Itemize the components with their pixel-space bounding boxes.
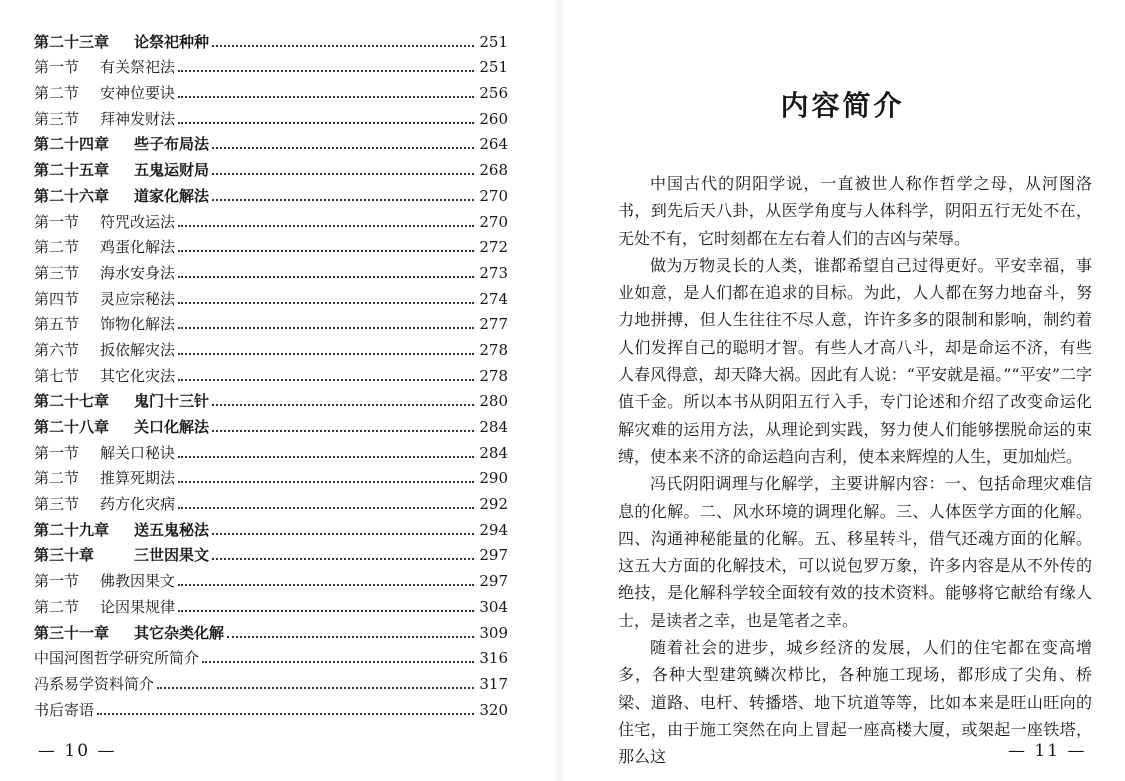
toc-entry-page: 251	[479, 32, 508, 51]
dot-leader	[212, 147, 474, 149]
toc-entry-number: 第一节	[34, 58, 80, 77]
toc-entry-number: 第一节	[34, 572, 80, 591]
toc-entry-page: 280	[479, 392, 508, 411]
toc-entry-page: 304	[479, 597, 508, 616]
toc-entry-title: 其它杂类化解	[134, 623, 225, 642]
toc-entry-title: 五鬼运财局	[134, 161, 210, 180]
toc-entry	[34, 488, 508, 514]
toc-entry	[34, 386, 508, 412]
toc-entry-title: 扳依解灾法	[100, 340, 176, 359]
toc-entry-title: 药方化灾病	[100, 495, 176, 514]
dot-leader	[97, 713, 474, 715]
toc-entry-title: 道家化解法	[134, 186, 210, 205]
toc-entry-label	[34, 648, 199, 668]
toc-entry-label	[34, 57, 175, 77]
toc-entry-title: 海水安身法	[100, 263, 176, 282]
toc-entry-page: 309	[479, 623, 508, 642]
toc-entry	[34, 103, 508, 129]
toc-entry	[34, 26, 508, 52]
toc-entry-number: 书后寄语	[34, 700, 95, 719]
toc-entry-page: 274	[479, 289, 508, 308]
toc-entry-number: 第一节	[34, 443, 80, 462]
toc-entry	[34, 154, 508, 180]
toc-entry-label	[34, 160, 209, 180]
toc-entry-number: 第五节	[34, 315, 80, 334]
dot-leader	[178, 353, 474, 355]
toc-entry	[34, 694, 508, 720]
toc-entry-label	[34, 289, 175, 309]
toc-entry-number: 第二十九章	[34, 520, 110, 539]
toc-entry-page: 320	[479, 700, 508, 719]
toc-entry-number: 第二节	[34, 469, 80, 488]
toc-entry	[34, 540, 508, 566]
toc-entry-page: 316	[479, 649, 508, 668]
dot-leader	[178, 327, 474, 329]
toc-entry-title: 论祭祀种种	[134, 32, 210, 51]
toc-entry-page: 273	[479, 263, 508, 282]
dot-leader	[212, 404, 474, 406]
toc-entry	[34, 591, 508, 617]
toc-entry-number: 第三十一章	[34, 623, 110, 642]
dot-leader	[178, 379, 474, 381]
toc-entry-page: 272	[479, 238, 508, 257]
introduction-body	[618, 170, 1092, 771]
toc-entry-label	[34, 674, 154, 694]
toc-entry-number: 第六节	[34, 340, 80, 359]
toc-entry-title: 关口化解法	[134, 418, 210, 436]
dot-leader	[178, 302, 474, 304]
toc-entry-number: 第三节	[34, 495, 80, 514]
dot-leader	[157, 687, 474, 689]
toc-entry	[34, 257, 508, 283]
toc-entry	[34, 565, 508, 591]
toc-entry-title: 论因果规律	[100, 597, 176, 616]
toc-entry	[34, 668, 508, 694]
toc-entry-title: 符咒改运法	[100, 212, 176, 231]
toc-entry-page: 284	[479, 443, 508, 462]
dot-leader	[212, 533, 474, 535]
page-number-right: — 11 —	[1008, 741, 1087, 761]
toc-entry-number: 第四节	[34, 289, 80, 308]
toc-entry-page: 270	[479, 186, 508, 205]
toc-entry-title: 安神位要诀	[100, 84, 176, 103]
dot-leader	[227, 636, 474, 638]
toc-entry-page: 278	[479, 366, 508, 385]
dot-leader	[178, 584, 474, 586]
toc-entry	[34, 617, 508, 643]
toc-entry-title: 灵应宗秘法	[100, 289, 176, 308]
toc-entry-page: 264	[479, 135, 508, 154]
dot-leader	[178, 507, 474, 509]
toc-entry-page: 278	[479, 340, 508, 359]
dot-leader	[212, 430, 474, 432]
paragraph: 随着社会的进步，城乡经济的发展，人们的住宅都在变高增多，各种大型建筑鳞次栉比，各种施工现场，都形成了尖角、桥梁、道路、电杆、转播塔、地下坑道等等，比如本来是旺山旺向的住宅，由于施工突然在向上冒起一座高楼大厦，或架起一座铁塔，那么这	[618, 638, 1092, 767]
dot-leader	[178, 456, 474, 458]
table-of-contents	[34, 26, 508, 720]
toc-entry-number: 第二十四章	[34, 135, 110, 154]
toc-entry	[34, 206, 508, 232]
toc-entry-page: 260	[479, 109, 508, 128]
toc-entry-page: 277	[479, 315, 508, 334]
toc-entry-label	[34, 263, 175, 283]
toc-entry-label	[34, 186, 209, 206]
toc-entry-label	[34, 212, 175, 232]
toc-entry	[34, 643, 508, 669]
toc-entry-label	[34, 32, 209, 52]
toc-entry-label	[34, 417, 209, 437]
toc-entry-page: 297	[479, 546, 508, 565]
toc-entry	[34, 360, 508, 386]
toc-entry-title: 拜神发财法	[100, 109, 176, 128]
toc-entry-number: 中国河图哲学研究所简介	[34, 649, 200, 668]
dot-leader	[178, 70, 474, 72]
toc-entry-label	[34, 700, 94, 720]
toc-entry-page: 294	[479, 520, 508, 539]
toc-entry-number: 第三节	[34, 109, 80, 128]
dot-leader	[178, 276, 474, 278]
toc-entry-number: 冯系易学资料简介	[34, 674, 155, 693]
toc-entry-title: 其它化灾法	[100, 366, 176, 385]
dot-leader	[178, 122, 474, 124]
toc-entry-title: 推算死期法	[100, 469, 176, 488]
toc-entry-title: 三世因果文	[134, 546, 210, 565]
toc-entry-title: 饰物化解法	[100, 315, 176, 334]
toc-entry-label	[34, 494, 175, 514]
toc-entry-number: 第二节	[34, 597, 80, 616]
toc-entry-title: 鸡蛋化解法	[100, 238, 176, 257]
paragraph: 做为万物灵长的人类，谁都希望自己过得更好。平安幸福，事业如意，是人们都在追求的目标。为此，人人都在努力地奋斗，努力地拼搏，但人生往往不尽人意，许许多多的限制和影响，制约着人们发挥自己的聪明才智。有些人才高八斗，却是命运不济，有些人春风得意，却天降大祸。因此有人说：“平安就是福。”“平安”二字值千金。所以本书从阴阳五行入手，专门论述和介绍了改变命运化解灾难的运用方法，从理论到实践，努力使人们能够摆脱命运的束缚，使本来不济的命运趋向吉利，使本来辉煌的人生，更加灿烂。	[618, 255, 1092, 466]
toc-entry-label	[34, 340, 175, 360]
dot-leader	[178, 481, 474, 483]
toc-entry	[34, 180, 508, 206]
right-page	[560, 0, 1125, 781]
dot-leader	[178, 96, 474, 98]
toc-entry-page: 251	[479, 58, 508, 77]
toc-entry-number: 第三节	[34, 263, 80, 282]
toc-entry-label	[34, 134, 209, 154]
toc-entry-label	[34, 597, 175, 617]
toc-entry-label	[34, 109, 175, 129]
toc-entry-number: 第二十八章	[34, 418, 110, 436]
toc-entry-page: 270	[479, 212, 508, 231]
toc-entry-title: 解关口秘诀	[100, 443, 176, 462]
toc-entry-title: 些子布局法	[134, 135, 210, 154]
toc-entry	[34, 437, 508, 463]
dot-leader	[212, 558, 474, 560]
paragraph: 冯氏阴阳调理与化解学，主要讲解内容：一、包括命理灾难信息的化解。二、风水环境的调理化解。三、人体医学方面的化解。四、沟通神秘能量的化解。五、移星转斗，借气还魂方面的化解。这五大方面的化解技术，可以说包罗万象，许多内容是从不外传的绝技，是化解科学较全面较有效的技术资料。能够将它献给有缘人士，是读者之幸，也是笔者之幸。	[618, 474, 1092, 630]
toc-entry	[34, 514, 508, 540]
section-heading: 内容简介	[780, 89, 905, 122]
toc-entry-label	[34, 443, 175, 463]
toc-entry	[34, 77, 508, 103]
left-page	[0, 0, 560, 781]
dot-leader	[178, 225, 474, 227]
toc-entry-title: 送五鬼秘法	[134, 520, 210, 539]
toc-entry	[34, 411, 508, 437]
dot-leader	[212, 173, 474, 175]
toc-entry	[34, 283, 508, 309]
toc-entry-number: 第二十六章	[34, 186, 110, 205]
toc-entry-number: 第三十章	[34, 546, 95, 565]
toc-entry-number: 第二十三章	[34, 32, 110, 51]
toc-entry	[34, 52, 508, 78]
toc-entry-number: 第一节	[34, 212, 80, 231]
toc-entry-page: 290	[479, 469, 508, 488]
toc-entry-label	[34, 468, 175, 488]
dot-leader	[212, 45, 474, 47]
toc-entry-label	[34, 314, 175, 334]
toc-entry	[34, 463, 508, 489]
toc-entry-page: 292	[479, 495, 508, 514]
dot-leader	[178, 610, 474, 612]
toc-entry-page: 268	[479, 161, 508, 180]
paragraph: 中国古代的阴阳学说，一直被世人称作哲学之母，从河图洛书，到先后天八卦，从医学角度与人体科学，阴阳五行无处不在，无处不有，它时刻都在左右着人们的吉凶与荣辱。	[618, 174, 1092, 248]
toc-entry-number: 第七节	[34, 366, 80, 385]
toc-entry-number: 第二节	[34, 238, 80, 257]
page-number-left: — 10 —	[38, 741, 117, 761]
toc-entry-label	[34, 545, 209, 565]
toc-entry-label	[34, 623, 224, 643]
dot-leader	[202, 661, 474, 663]
toc-entry-page: 297	[479, 572, 508, 591]
toc-entry-page: 317	[479, 674, 508, 693]
toc-entry	[34, 232, 508, 258]
dot-leader	[212, 199, 474, 201]
toc-entry-label	[34, 520, 209, 540]
toc-entry	[34, 334, 508, 360]
toc-entry-page: 284	[479, 418, 508, 436]
toc-entry-number: 第二十七章	[34, 392, 110, 411]
toc-entry-title: 鬼门十三针	[134, 392, 210, 411]
dot-leader	[178, 250, 474, 252]
toc-entry-label	[34, 83, 175, 103]
toc-entry	[34, 129, 508, 155]
toc-entry-label	[34, 571, 175, 591]
toc-entry-title: 有关祭祀法	[100, 58, 176, 77]
toc-entry-title: 佛教因果文	[100, 572, 176, 591]
toc-entry-label	[34, 366, 175, 386]
toc-entry-number: 第二节	[34, 84, 80, 103]
toc-entry-label	[34, 391, 209, 411]
toc-entry-page: 256	[479, 84, 508, 103]
toc-entry-label	[34, 237, 175, 257]
toc-entry	[34, 309, 508, 335]
toc-entry-number: 第二十五章	[34, 161, 110, 180]
